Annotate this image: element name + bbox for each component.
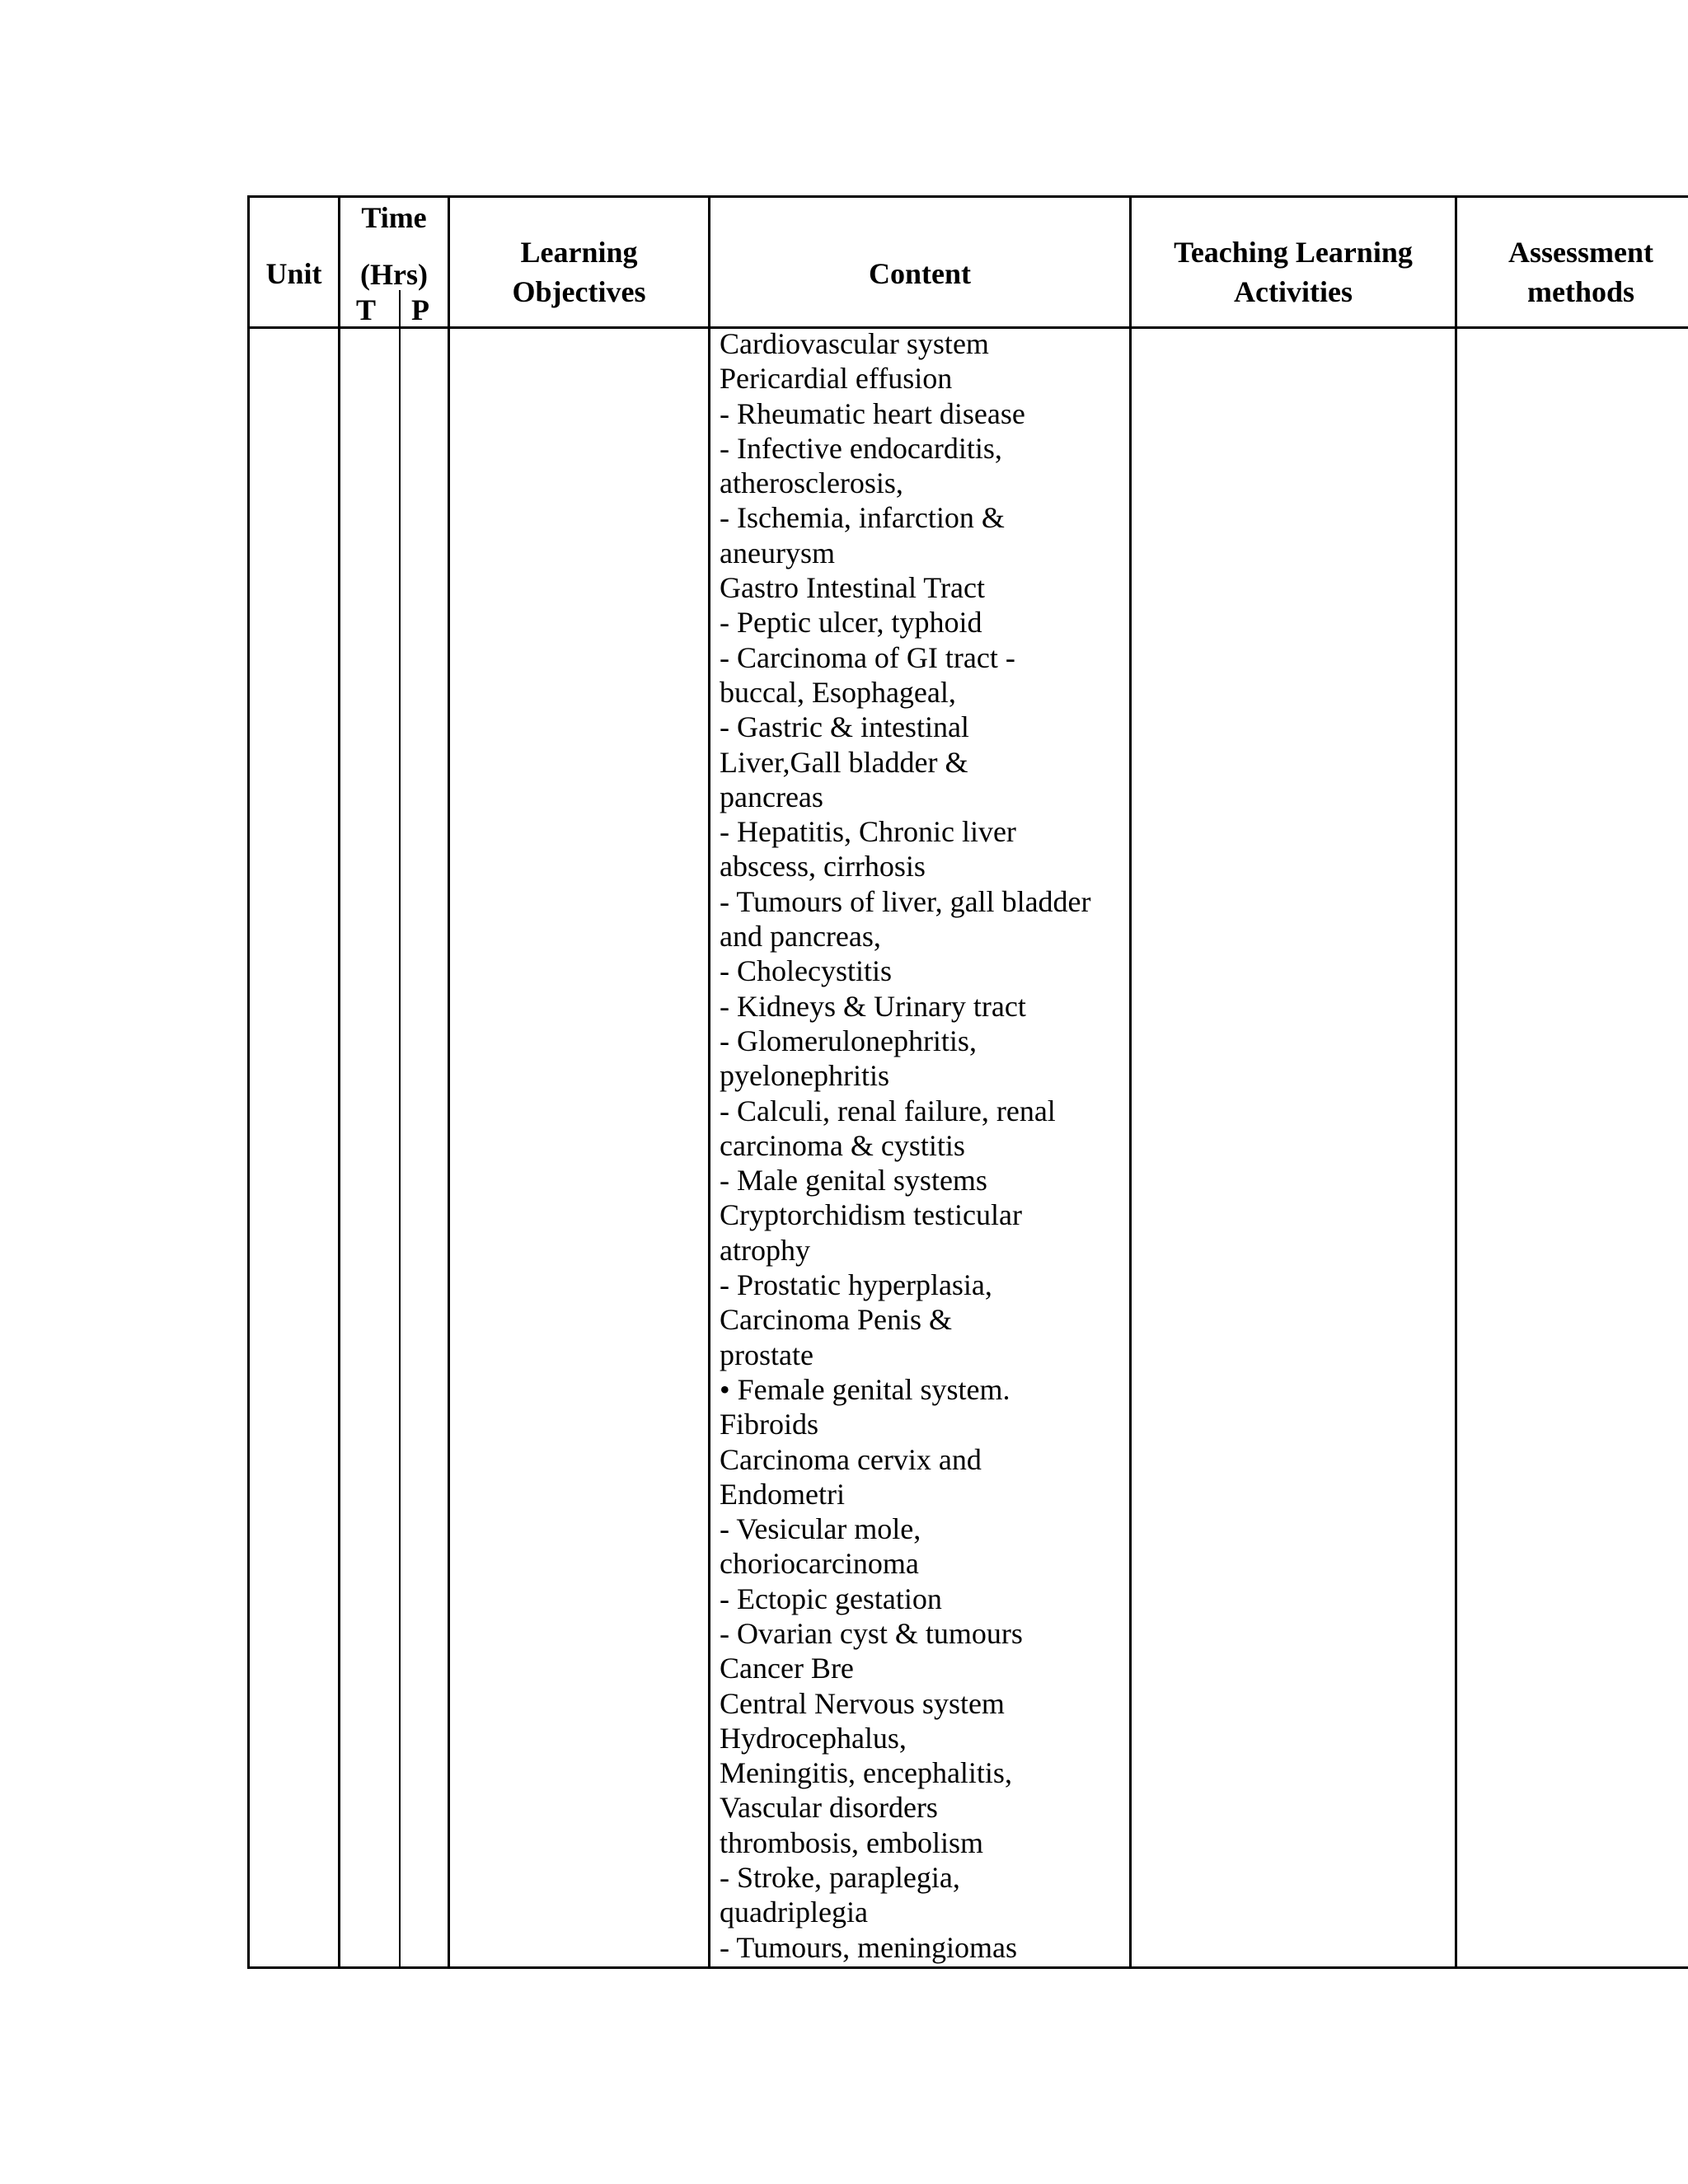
content-line: buccal, Esophageal,	[720, 675, 956, 709]
content-line: - Calculi, renal failure, renal	[720, 1094, 1056, 1127]
content-line: - Tumours of liver, gall bladder	[720, 884, 1091, 918]
col-divider-t-p	[399, 290, 401, 1969]
content-line: - Ectopic gestation	[720, 1582, 942, 1615]
content-line: atrophy	[720, 1233, 810, 1267]
content-line: Carcinoma Penis &	[720, 1303, 952, 1337]
content-line: - Prostatic hyperplasia,	[720, 1268, 992, 1302]
header-unit: Unit	[265, 257, 322, 290]
content-line: pyelonephritis	[720, 1059, 889, 1093]
content-line: Cardiovascular system	[720, 327, 989, 360]
content-line: - Kidneys & Urinary tract	[720, 989, 1026, 1023]
content-line: • Female genital system.	[720, 1372, 1010, 1406]
table-top-border	[247, 195, 1688, 198]
content-line: Central Nervous system	[720, 1686, 1005, 1720]
col-divider-objectives-content	[708, 195, 710, 1969]
col-divider-content-activities	[1129, 195, 1132, 1969]
content-line: thrombosis, embolism	[720, 1825, 984, 1859]
content-cell	[720, 326, 1123, 1965]
header-teaching-learning-activities: Teaching Learning Activities	[1174, 236, 1413, 308]
content-line: - Ischemia, infarction &	[720, 501, 1005, 535]
content-line: - Cholecystitis	[720, 954, 892, 988]
content-line: choriocarcinoma	[720, 1547, 919, 1581]
header-p: P	[411, 293, 429, 326]
content-line: - Peptic ulcer, typhoid	[720, 606, 982, 640]
content-line: - Tumours, meningiomas	[720, 1930, 1018, 1964]
content-line: - Vesicular mole,	[720, 1512, 921, 1546]
content-line: and pancreas,	[720, 920, 881, 954]
content-line: - Carcinoma of GI tract -	[720, 640, 1015, 674]
header-t: T	[355, 293, 376, 326]
content-line: aneurysm	[720, 536, 835, 569]
content-line: prostate	[720, 1338, 814, 1371]
content-line: Endometri	[720, 1477, 845, 1511]
content-line: - Hepatitis, Chronic liver	[720, 815, 1016, 849]
content-line: Vascular disorders	[720, 1791, 938, 1825]
content-line: - Infective endocarditis,	[720, 431, 1002, 465]
content-line: Meningitis, encephalitis,	[720, 1756, 1012, 1790]
content-line: Liver,Gall bladder &	[720, 745, 968, 779]
content-line: Hydrocephalus,	[720, 1721, 907, 1755]
header-content: Content	[869, 257, 971, 290]
col-divider-activities-assessment	[1455, 195, 1457, 1969]
table-left-border	[247, 195, 250, 1969]
content-line: - Gastric & intestinal	[720, 710, 969, 744]
content-line: Carcinoma cervix and	[720, 1442, 982, 1476]
content-line: Fibroids	[720, 1408, 819, 1441]
col-divider-unit-time	[338, 195, 340, 1969]
table-bottom-border	[247, 1966, 1688, 1969]
content-line: - Rheumatic heart disease	[720, 396, 1025, 430]
header-learning-objectives: Learning Objectives	[512, 236, 646, 308]
content-line: - Stroke, paraplegia,	[720, 1861, 960, 1895]
col-divider-time-objectives	[448, 195, 450, 1969]
content-line: Cryptorchidism testicular	[720, 1198, 1022, 1232]
content-line: pancreas	[720, 780, 823, 813]
content-line: quadriplegia	[720, 1896, 868, 1929]
content-line: - Male genital systems	[720, 1164, 987, 1197]
header-time: Time	[361, 201, 427, 234]
header-assessment-methods: Assessment methods	[1508, 236, 1653, 308]
content-line: abscess, cirrhosis	[720, 850, 926, 883]
content-line: - Glomerulonephritis,	[720, 1024, 977, 1057]
content-line: atherosclerosis,	[720, 466, 903, 500]
content-line: Gastro Intestinal Tract	[720, 571, 985, 605]
content-line: carcinoma & cystitis	[720, 1128, 965, 1162]
content-line: Cancer Bre	[720, 1652, 854, 1685]
content-line: - Ovarian cyst & tumours	[720, 1616, 1023, 1650]
content-line: Pericardial effusion	[720, 362, 953, 396]
header-hrs: (Hrs)	[360, 258, 428, 291]
